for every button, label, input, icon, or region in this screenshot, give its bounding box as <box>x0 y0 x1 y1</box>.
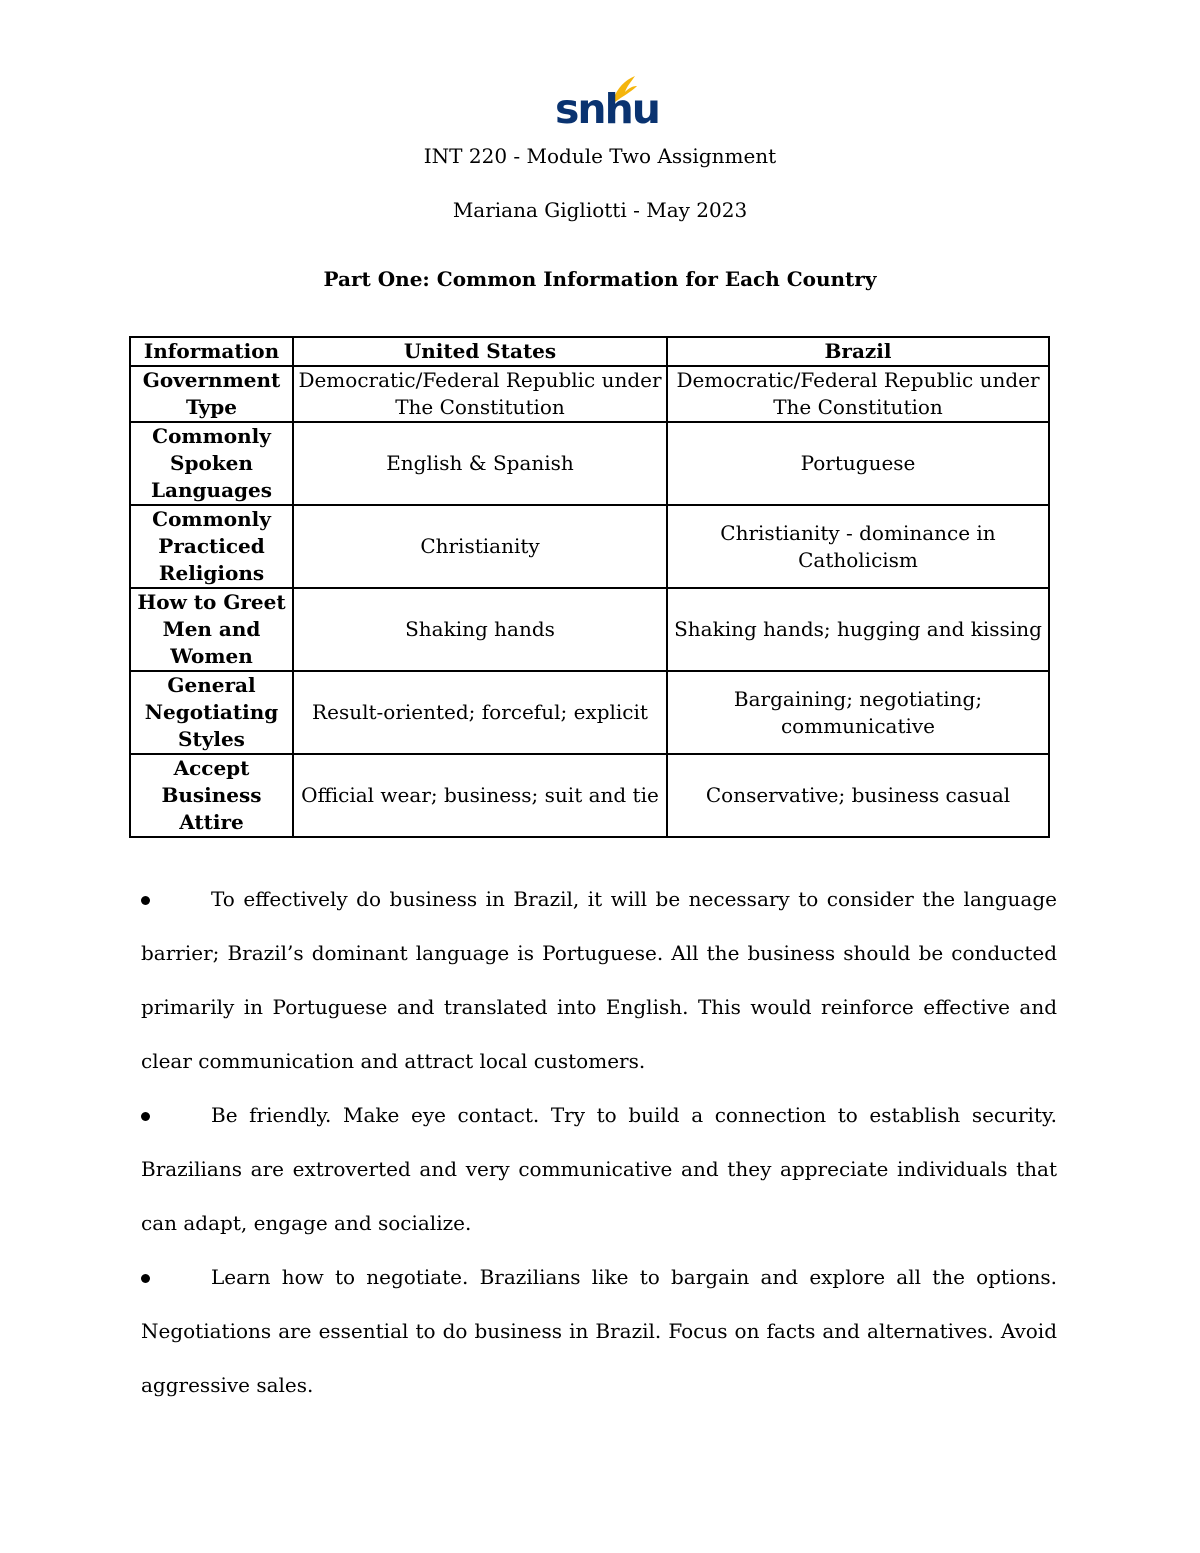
bullet-icon <box>141 896 150 905</box>
table-row <box>130 505 1049 588</box>
country-info-table <box>129 336 1050 838</box>
us-value: Christianity <box>293 505 667 588</box>
bullet-list <box>141 872 1057 1412</box>
brazil-value: Conservative; business casual <box>667 754 1049 837</box>
table-row <box>130 588 1049 671</box>
bullet-text: To effectively do business in Brazil, it will be necessary to consider the language barrier; Brazil’s dominant language is Portuguese. All the business should be conducted primarily in Portuguese and translated into English. This would reinforce effective and clear communication and attract local customers. <box>141 887 1057 1073</box>
row-label: Accept Business Attire <box>130 754 293 837</box>
author-date: Mariana Gigliotti - May 2023 <box>452 198 748 222</box>
bullet-item <box>141 872 1057 1088</box>
row-label: Commonly Practiced Religions <box>130 505 293 588</box>
snhu-logo <box>555 74 659 133</box>
table-header-row <box>130 337 1049 366</box>
header-brazil: Brazil <box>667 337 1049 366</box>
table-row <box>130 754 1049 837</box>
us-value: Shaking hands <box>293 588 667 671</box>
brazil-value: Shaking hands; hugging and kissing <box>667 588 1049 671</box>
course-title: INT 220 - Module Two Assignment <box>423 144 777 168</box>
table-row <box>130 422 1049 505</box>
row-label: How to Greet Men and Women <box>130 588 293 671</box>
bullet-text: Learn how to negotiate. Brazilians like to bargain and explore all the options. Negotiations are essential to do business in Brazil. Focus on facts and alternatives. Avoid aggressive sales. <box>141 1265 1057 1397</box>
table-row <box>130 366 1049 422</box>
bullet-icon <box>141 1112 150 1121</box>
table-row <box>130 671 1049 754</box>
part-title: Part One: Common Information for Each Country <box>323 267 877 291</box>
bullet-item <box>141 1250 1057 1412</box>
us-value: Official wear; business; suit and tie <box>293 754 667 837</box>
logo-wordmark: snhu <box>555 85 659 133</box>
row-label: Government Type <box>130 366 293 422</box>
header-united-states: United States <box>293 337 667 366</box>
us-value: English & Spanish <box>293 422 667 505</box>
brazil-value: Portuguese <box>667 422 1049 505</box>
header-information: Information <box>130 337 293 366</box>
bullet-icon <box>141 1274 150 1283</box>
brazil-value: Christianity - dominance in Catholicism <box>667 505 1049 588</box>
brazil-value: Democratic/Federal Republic under The Constitution <box>667 366 1049 422</box>
row-label: Commonly Spoken Languages <box>130 422 293 505</box>
us-value: Democratic/Federal Republic under The Constitution <box>293 366 667 422</box>
us-value: Result-oriented; forceful; explicit <box>293 671 667 754</box>
brazil-value: Bargaining; negotiating; communicative <box>667 671 1049 754</box>
row-label: General Negotiating Styles <box>130 671 293 754</box>
bullet-item <box>141 1088 1057 1250</box>
bullet-text: Be friendly. Make eye contact. Try to build a connection to establish security. Brazilians are extroverted and very communicative and they appreciate individuals that can adapt, engage and socialize. <box>141 1103 1057 1235</box>
